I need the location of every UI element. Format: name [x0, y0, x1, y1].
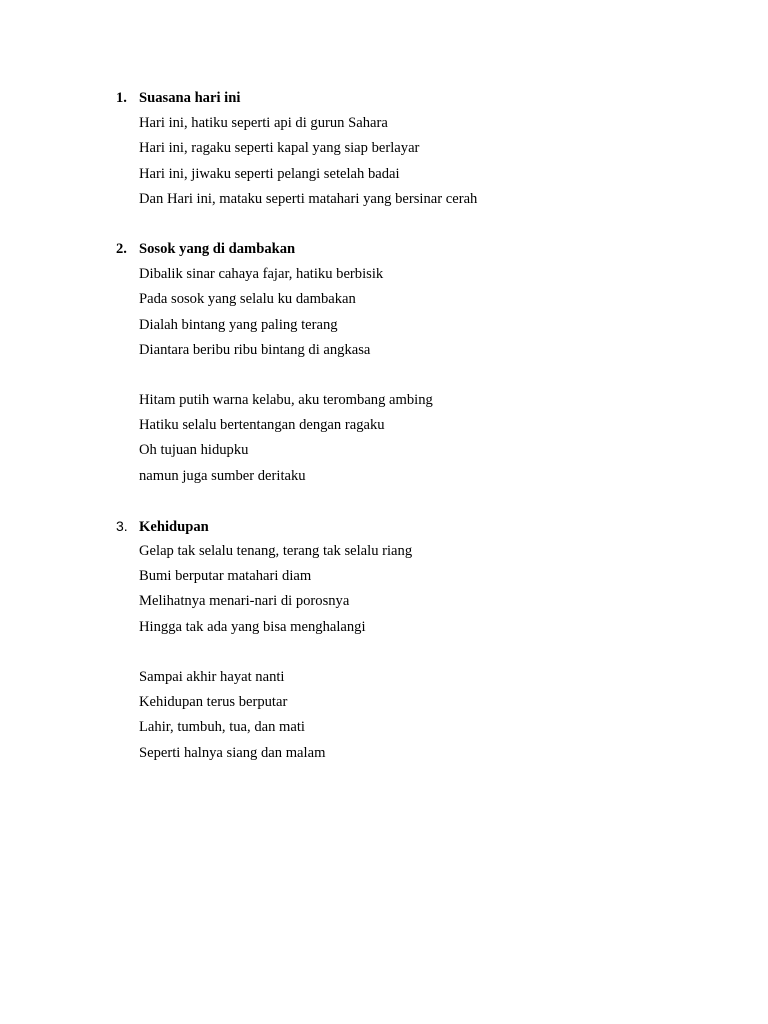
- poem-line: Sampai akhir hayat nanti: [139, 668, 285, 685]
- poem-line: namun juga sumber deritaku: [139, 467, 306, 484]
- poem-line: Hari ini, jiwaku seperti pelangi setelah badai: [139, 165, 400, 182]
- poem-line: Hatiku selalu bertentangan dengan ragaku: [139, 417, 385, 434]
- poem-line: Pada sosok yang selalu ku dambakan: [139, 291, 356, 308]
- poem-line: Melihatnya menari-nari di porosnya: [139, 593, 350, 610]
- poem-number: 1.: [116, 90, 127, 106]
- poem: [116, 237, 716, 489]
- poem-line: Kehidupan terus berputar: [139, 694, 288, 711]
- poem-line: Dan Hari ini, mataku seperti matahari yang bersinar cerah: [139, 190, 478, 207]
- poem-number: 2.: [116, 240, 127, 257]
- poem-heading: [116, 237, 716, 262]
- poem-line: Bumi berputar matahari diam: [139, 568, 312, 585]
- poem-line: Diantara beribu ribu bintang di angkasa: [139, 341, 371, 358]
- poem-heading: [116, 514, 716, 539]
- poem-line: Hari ini, hatiku seperti api di gurun Sahara: [139, 115, 388, 132]
- poem-title: Suasana hari ini: [139, 90, 241, 106]
- stanza: [139, 262, 716, 363]
- poem-list: [116, 86, 716, 791]
- poem-number: 3.: [116, 517, 128, 534]
- poem-title: Sosok yang di dambakan: [139, 240, 296, 257]
- poem-line: Hari ini, ragaku seperti kapal yang siap berlayar: [139, 140, 420, 157]
- stanza: [139, 388, 716, 489]
- poem-line: Dibalik sinar cahaya fajar, hatiku berbisik: [139, 266, 384, 283]
- poem-line: Seperti halnya siang dan malam: [139, 744, 326, 761]
- poem-line: Dialah bintang yang paling terang: [139, 316, 338, 333]
- poem-heading: [116, 86, 716, 111]
- poem-line: Oh tujuan hidupku: [139, 442, 249, 459]
- poem-line: Lahir, tumbuh, tua, dan mati: [139, 719, 305, 736]
- poem-title: Kehidupan: [139, 518, 209, 535]
- poem: [116, 514, 716, 766]
- stanza: [139, 665, 716, 766]
- poem-line: Gelap tak selalu tenang, terang tak selalu riang: [139, 543, 413, 559]
- stanza: [139, 539, 716, 640]
- stanza: [139, 111, 716, 212]
- poem-line: Hitam putih warna kelabu, aku terombang ambing: [139, 392, 433, 409]
- poem: [116, 86, 716, 212]
- poem-line: Hingga tak ada yang bisa menghalangi: [139, 618, 366, 635]
